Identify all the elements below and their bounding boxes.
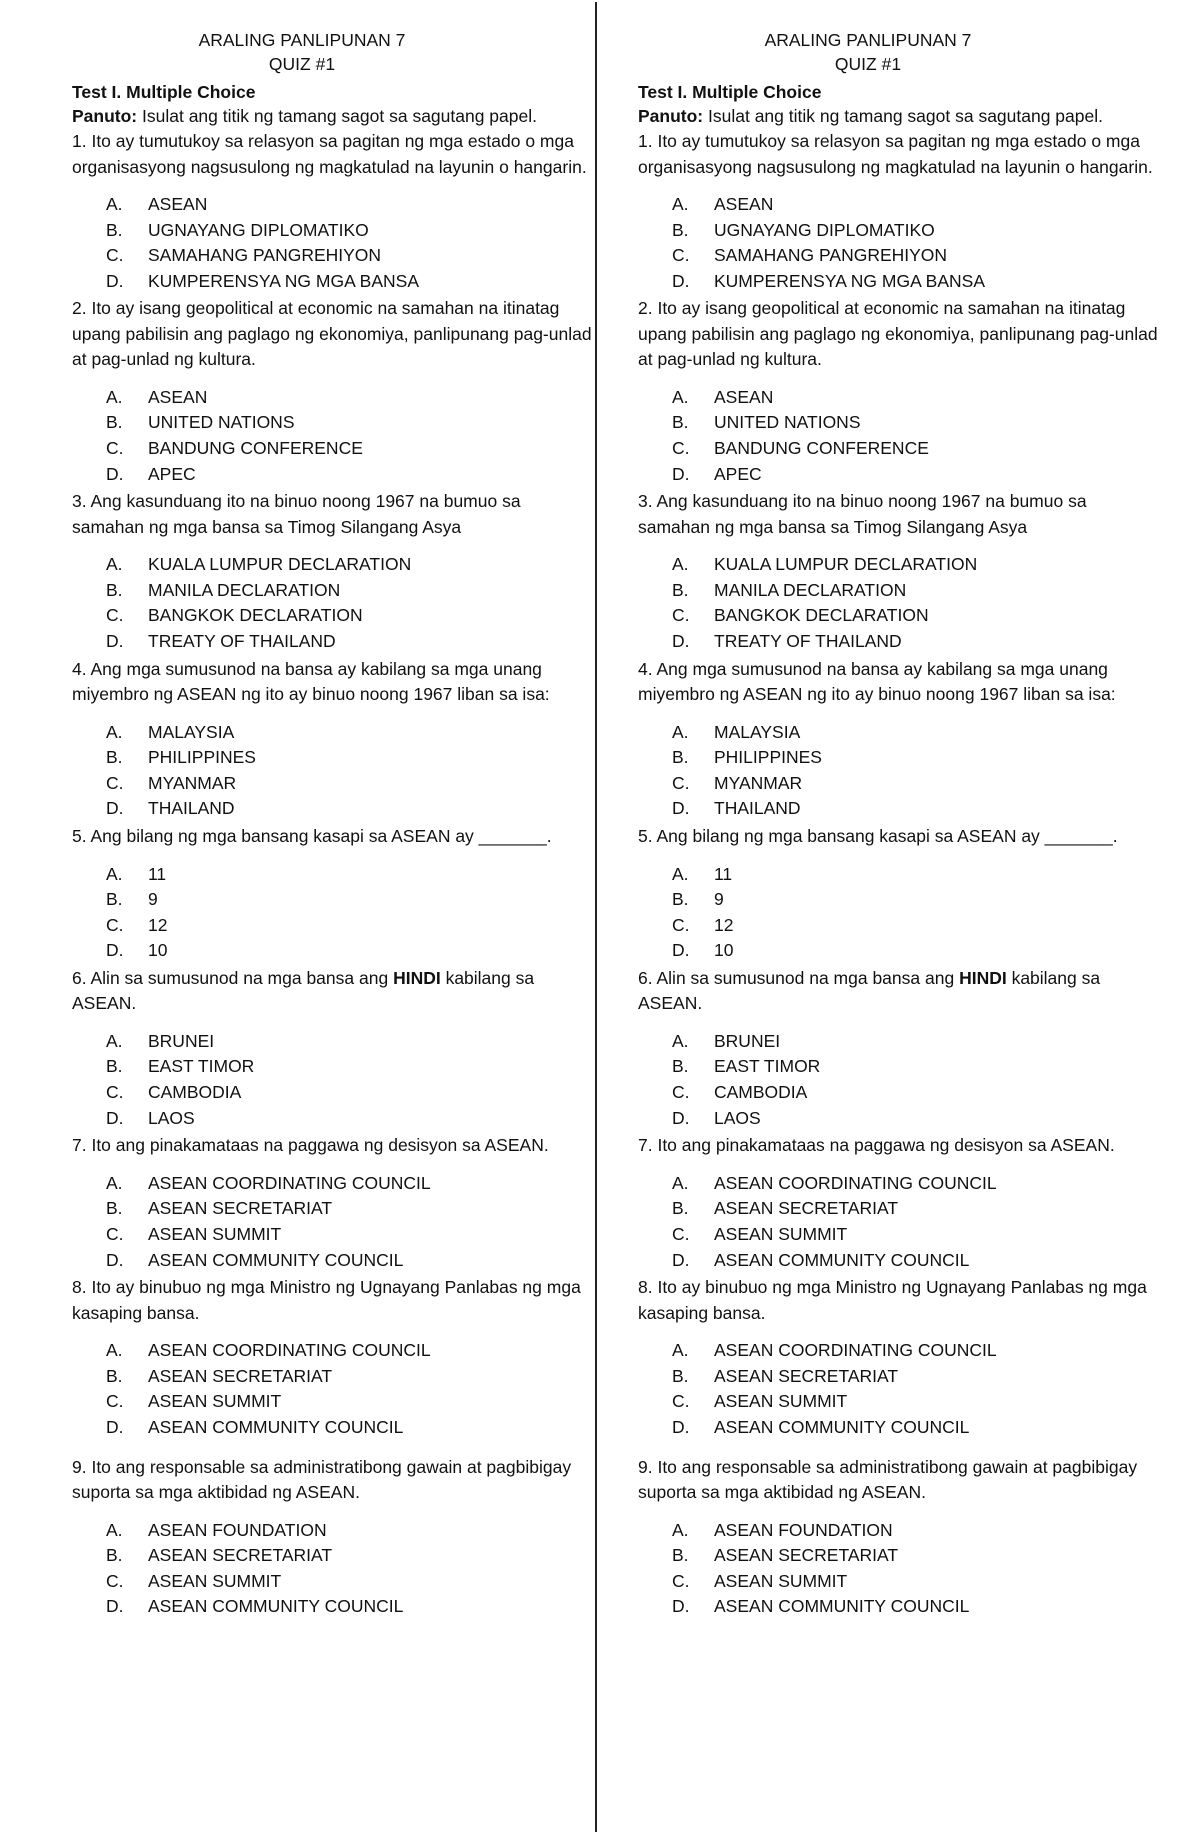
question-text: 3. Ang kasunduang ito na binuo noong 1967 na bumuo sa samahan ng mga bansa sa Timog Silangang Asya bbox=[638, 491, 1087, 537]
choice-letter: C. bbox=[672, 914, 690, 935]
choice-text: SAMAHANG PANGREHIYON bbox=[148, 245, 382, 266]
choice-letter: C. bbox=[672, 245, 690, 266]
spacer bbox=[638, 1443, 1158, 1455]
question-2 bbox=[638, 296, 1158, 487]
question-7 bbox=[72, 1133, 592, 1273]
choice-text: MANILA DECLARATION bbox=[148, 579, 341, 600]
choice-item bbox=[72, 938, 592, 964]
choice-item bbox=[638, 1029, 1158, 1055]
choice-letter: A. bbox=[106, 1172, 123, 1193]
choice-text: PHILIPPINES bbox=[148, 747, 256, 768]
choice-text: ASEAN COMMUNITY COUNCIL bbox=[148, 1416, 404, 1437]
choice-text: 11 bbox=[714, 863, 733, 884]
choice-letter: A. bbox=[106, 194, 123, 214]
choice-text: ASEAN SECRETARIAT bbox=[714, 1365, 899, 1386]
instructions bbox=[638, 104, 1158, 129]
choice-item bbox=[638, 1054, 1158, 1080]
choice-item bbox=[72, 578, 592, 604]
question-text: 4. Ang mga sumusunod na bansa ay kabilang sa mga unang miyembro ng ASEAN ng ito ay binuo noong 1967 liban sa isa: bbox=[638, 658, 1116, 705]
choice-item bbox=[638, 629, 1158, 655]
choice-item bbox=[638, 552, 1158, 578]
choice-item bbox=[72, 1106, 592, 1132]
choice-letter: B. bbox=[106, 412, 123, 433]
choice-item bbox=[72, 436, 592, 462]
choice-letter: B. bbox=[106, 219, 123, 240]
choice-text: KUALA LUMPUR DECLARATION bbox=[714, 554, 978, 575]
choice-item bbox=[638, 1364, 1158, 1390]
choice-text: 9 bbox=[714, 889, 724, 910]
choice-item bbox=[638, 269, 1158, 295]
choice-item bbox=[638, 1389, 1158, 1415]
choice-letter: A. bbox=[106, 863, 123, 884]
choice-item bbox=[72, 1364, 592, 1390]
choice-text: LAOS bbox=[714, 1107, 761, 1128]
choice-list bbox=[638, 1518, 1158, 1620]
test-title: Test I. Multiple Choice bbox=[638, 82, 822, 102]
choice-text: 11 bbox=[148, 863, 167, 884]
choice-item bbox=[72, 1196, 592, 1222]
choice-item bbox=[638, 796, 1158, 822]
test-title: Test I. Multiple Choice bbox=[72, 82, 256, 102]
question-6 bbox=[72, 966, 592, 1131]
choice-letter: C. bbox=[672, 1082, 690, 1103]
choice-item bbox=[638, 1196, 1158, 1222]
choice-list bbox=[638, 1171, 1158, 1273]
choice-item bbox=[638, 578, 1158, 604]
quiz-header bbox=[72, 0, 532, 76]
choice-list bbox=[72, 1518, 592, 1620]
choice-text: CAMBODIA bbox=[714, 1082, 808, 1103]
choice-text: CAMBODIA bbox=[148, 1082, 242, 1103]
question-7 bbox=[638, 1133, 1158, 1273]
choice-item bbox=[72, 1248, 592, 1274]
choice-letter: B. bbox=[672, 579, 689, 600]
choice-item bbox=[72, 1029, 592, 1055]
choice-item bbox=[72, 410, 592, 436]
choice-letter: B. bbox=[106, 579, 123, 600]
choice-letter: B. bbox=[106, 1198, 123, 1219]
choice-item bbox=[72, 1518, 592, 1544]
choice-letter: D. bbox=[672, 798, 690, 819]
choice-text: UNITED NATIONS bbox=[714, 412, 861, 433]
choice-letter: A. bbox=[672, 863, 689, 884]
choice-text: PHILIPPINES bbox=[714, 747, 822, 768]
choice-item bbox=[638, 1106, 1158, 1132]
choice-letter: C. bbox=[106, 914, 124, 935]
choice-item bbox=[72, 1171, 592, 1197]
choice-text: MYANMAR bbox=[714, 772, 803, 793]
question-4 bbox=[72, 657, 592, 822]
instructions bbox=[72, 104, 592, 129]
instruction-label: Panuto: bbox=[72, 106, 138, 126]
spacer bbox=[72, 1443, 592, 1455]
choice-text: BANDUNG CONFERENCE bbox=[714, 438, 929, 459]
choice-item bbox=[72, 1054, 592, 1080]
question-8 bbox=[72, 1275, 592, 1440]
choice-list bbox=[72, 552, 592, 654]
choice-letter: B. bbox=[672, 1056, 689, 1077]
choice-item bbox=[638, 462, 1158, 488]
choice-letter: A. bbox=[672, 1340, 689, 1361]
choice-item bbox=[638, 745, 1158, 771]
choice-letter: A. bbox=[106, 721, 123, 742]
choice-item bbox=[638, 1248, 1158, 1274]
choice-item bbox=[638, 938, 1158, 964]
choice-list bbox=[72, 1171, 592, 1273]
question-text: 3. Ang kasunduang ito na binuo noong 1967 na bumuo sa samahan ng mga bansa sa Timog Silangang Asya bbox=[72, 491, 521, 537]
choice-text: ASEAN SUMMIT bbox=[148, 1570, 282, 1591]
choice-item bbox=[72, 1543, 592, 1569]
choice-letter: C. bbox=[106, 1570, 124, 1591]
choice-letter: B. bbox=[672, 1198, 689, 1219]
choice-text: 12 bbox=[714, 914, 734, 935]
choice-text: UGNAYANG DIPLOMATIKO bbox=[148, 219, 369, 240]
choice-text: BANGKOK DECLARATION bbox=[714, 605, 929, 626]
choice-item bbox=[72, 269, 592, 295]
choice-item bbox=[72, 887, 592, 913]
choice-letter: B. bbox=[106, 1545, 123, 1566]
choice-text: UGNAYANG DIPLOMATIKO bbox=[714, 219, 935, 240]
choice-item bbox=[638, 385, 1158, 411]
choice-letter: D. bbox=[672, 1596, 690, 1617]
choice-text: ASEAN FOUNDATION bbox=[714, 1519, 893, 1540]
choice-letter: D. bbox=[106, 1416, 124, 1437]
question-text-end: kabilang sa ASEAN. bbox=[638, 967, 1101, 1014]
choice-text: EAST TIMOR bbox=[148, 1056, 255, 1077]
choice-text: ASEAN COORDINATING COUNCIL bbox=[148, 1172, 431, 1193]
question-text bbox=[638, 966, 1158, 1017]
choice-list bbox=[638, 1338, 1158, 1440]
question-9 bbox=[72, 1455, 592, 1620]
choice-item bbox=[72, 1080, 592, 1106]
question-1 bbox=[638, 129, 1158, 294]
choice-text: 12 bbox=[148, 914, 168, 935]
subject-title: ARALING PANLIPUNAN 7 bbox=[764, 30, 972, 50]
quiz-header bbox=[638, 0, 1098, 76]
choice-item bbox=[638, 1171, 1158, 1197]
choice-text: MYANMAR bbox=[148, 772, 237, 793]
choice-list bbox=[72, 1029, 592, 1131]
choice-text: THAILAND bbox=[714, 798, 801, 819]
choice-item bbox=[638, 192, 1158, 218]
choice-text: EAST TIMOR bbox=[714, 1056, 821, 1077]
question-5 bbox=[638, 824, 1158, 964]
choice-letter: A. bbox=[672, 194, 689, 214]
choice-text: LAOS bbox=[148, 1107, 195, 1128]
choice-item bbox=[72, 720, 592, 746]
choice-item bbox=[72, 1594, 592, 1620]
choice-item bbox=[638, 410, 1158, 436]
question-text: 8. Ito ay binubuo ng mga Ministro ng Ugnayang Panlabas ng mga kasaping bansa. bbox=[72, 1277, 581, 1323]
choice-text: TREATY OF THAILAND bbox=[714, 631, 902, 652]
choice-text: APEC bbox=[148, 463, 196, 484]
question-6 bbox=[638, 966, 1158, 1131]
question-text: 1. Ito ay tumutukoy sa relasyon sa pagitan ng mga estado o mga organisasyong nagsusulong ng magkatulad na layunin o hangarin. bbox=[72, 131, 587, 177]
choice-item bbox=[72, 552, 592, 578]
question-text: 5. Ang bilang ng mga bansang kasapi sa ASEAN ay _______. bbox=[638, 826, 1118, 846]
choice-letter: C. bbox=[672, 772, 690, 793]
choice-text: ASEAN FOUNDATION bbox=[148, 1519, 327, 1540]
choice-letter: A. bbox=[106, 386, 123, 407]
choice-text: ASEAN COMMUNITY COUNCIL bbox=[714, 1596, 970, 1617]
choice-letter: B. bbox=[106, 1365, 123, 1386]
choice-text: UNITED NATIONS bbox=[148, 412, 295, 433]
choice-item bbox=[638, 1080, 1158, 1106]
choice-letter: A. bbox=[106, 1519, 123, 1540]
question-5 bbox=[72, 824, 592, 964]
choice-letter: D. bbox=[106, 270, 124, 291]
choice-item bbox=[638, 913, 1158, 939]
choice-item bbox=[72, 862, 592, 888]
choice-text: 10 bbox=[714, 940, 734, 961]
column-divider bbox=[595, 2, 597, 1832]
choice-item bbox=[638, 218, 1158, 244]
choice-text: ASEAN COORDINATING COUNCIL bbox=[148, 1340, 431, 1361]
choice-item bbox=[638, 1594, 1158, 1620]
choice-letter: D. bbox=[106, 631, 124, 652]
choice-letter: D. bbox=[672, 270, 690, 291]
question-text: 5. Ang bilang ng mga bansang kasapi sa ASEAN ay _______. bbox=[72, 826, 552, 846]
choice-item bbox=[72, 1222, 592, 1248]
choice-item bbox=[638, 887, 1158, 913]
choice-letter: C. bbox=[106, 605, 124, 626]
choice-item bbox=[638, 1518, 1158, 1544]
question-text: 2. Ito ay isang geopolitical at economic na samahan na itinatag upang pabilisin ang paglago ng ekonomiya, panlipunang pag-unlad at pag-unlad ng kultura. bbox=[638, 298, 1158, 370]
choice-text: TREATY OF THAILAND bbox=[148, 631, 336, 652]
choice-text: ASEAN SECRETARIAT bbox=[714, 1545, 899, 1566]
choice-letter: C. bbox=[106, 772, 124, 793]
choice-letter: D. bbox=[672, 1249, 690, 1270]
choice-text: ASEAN SECRETARIAT bbox=[148, 1365, 333, 1386]
question-2 bbox=[72, 296, 592, 487]
emphasis-hindi: HINDI bbox=[393, 967, 441, 988]
choice-list bbox=[638, 552, 1158, 654]
quiz-title: QUIZ #1 bbox=[268, 54, 336, 74]
choice-item bbox=[72, 745, 592, 771]
question-text: 1. Ito ay tumutukoy sa relasyon sa pagitan ng mga estado o mga organisasyong nagsusulong ng magkatulad na layunin o hangarin. bbox=[638, 131, 1153, 177]
choice-letter: A. bbox=[106, 1340, 123, 1361]
choice-letter: C. bbox=[106, 1082, 124, 1103]
choice-list bbox=[72, 385, 592, 487]
choice-letter: D. bbox=[106, 1249, 124, 1270]
choice-item bbox=[638, 436, 1158, 462]
quiz-copy-left bbox=[72, 0, 592, 1835]
choice-text: KUMPERENSYA NG MGA BANSA bbox=[714, 270, 985, 291]
choice-letter: C. bbox=[106, 1391, 124, 1412]
question-1 bbox=[72, 129, 592, 294]
choice-text: ASEAN SUMMIT bbox=[148, 1391, 282, 1412]
question-3 bbox=[638, 489, 1158, 654]
choice-text: ASEAN COORDINATING COUNCIL bbox=[714, 1172, 997, 1193]
choice-text: APEC bbox=[714, 463, 762, 484]
instruction-text: Isulat ang titik ng tamang sagot sa sagutang papel. bbox=[137, 106, 537, 126]
choice-letter: D. bbox=[106, 798, 124, 819]
question-text bbox=[72, 966, 592, 1017]
choice-letter: D. bbox=[106, 1596, 124, 1617]
quiz-title: QUIZ #1 bbox=[834, 54, 902, 74]
choice-item bbox=[72, 913, 592, 939]
question-text: 9. Ito ang responsable sa administratibong gawain at pagbibigay suporta sa mga aktibidad ng ASEAN. bbox=[638, 1456, 1138, 1502]
choice-text: ASEAN COMMUNITY COUNCIL bbox=[714, 1416, 970, 1437]
choice-item bbox=[72, 243, 592, 269]
choice-item bbox=[72, 462, 592, 488]
choice-letter: D. bbox=[672, 463, 690, 484]
choice-letter: C. bbox=[672, 605, 690, 626]
choice-text: BRUNEI bbox=[148, 1030, 215, 1051]
choice-list bbox=[638, 720, 1158, 822]
choice-letter: A. bbox=[106, 554, 123, 575]
choice-list bbox=[72, 862, 592, 964]
choice-letter: A. bbox=[672, 721, 689, 742]
subject-title: ARALING PANLIPUNAN 7 bbox=[198, 30, 406, 50]
choice-letter: A. bbox=[672, 386, 689, 407]
instruction-text: Isulat ang titik ng tamang sagot sa sagutang papel. bbox=[703, 106, 1103, 126]
choice-letter: B. bbox=[106, 1056, 123, 1077]
choice-item bbox=[72, 1389, 592, 1415]
choice-text: ASEAN SECRETARIAT bbox=[148, 1545, 333, 1566]
choice-text: ASEAN COMMUNITY COUNCIL bbox=[148, 1596, 404, 1617]
choice-letter: C. bbox=[106, 1223, 124, 1244]
choice-text: THAILAND bbox=[148, 798, 235, 819]
choice-letter: B. bbox=[672, 1545, 689, 1566]
choice-letter: C. bbox=[106, 438, 124, 459]
choice-item bbox=[638, 720, 1158, 746]
choice-letter: D. bbox=[672, 940, 690, 961]
question-8 bbox=[638, 1275, 1158, 1440]
choice-text: MANILA DECLARATION bbox=[714, 579, 907, 600]
choice-item bbox=[638, 771, 1158, 797]
choice-letter: B. bbox=[106, 747, 123, 768]
choice-item bbox=[72, 771, 592, 797]
choice-text: 10 bbox=[148, 940, 168, 961]
choice-item bbox=[638, 862, 1158, 888]
choice-list bbox=[638, 385, 1158, 487]
choice-text: KUMPERENSYA NG MGA BANSA bbox=[148, 270, 419, 291]
question-text: 9. Ito ang responsable sa administratibong gawain at pagbibigay suporta sa mga aktibidad ng ASEAN. bbox=[72, 1456, 572, 1502]
choice-text: ASEAN bbox=[148, 386, 208, 407]
choice-item bbox=[638, 243, 1158, 269]
choice-text: SAMAHANG PANGREHIYON bbox=[714, 245, 948, 266]
choice-item bbox=[638, 603, 1158, 629]
choice-list bbox=[72, 192, 592, 294]
choice-text: ASEAN COORDINATING COUNCIL bbox=[714, 1340, 997, 1361]
choice-letter: C. bbox=[672, 1223, 690, 1244]
choice-letter: A. bbox=[672, 1519, 689, 1540]
choice-item bbox=[72, 192, 592, 218]
choice-item bbox=[72, 1415, 592, 1441]
emphasis-hindi: HINDI bbox=[959, 967, 1007, 988]
question-9 bbox=[638, 1455, 1158, 1620]
choice-letter: A. bbox=[672, 1172, 689, 1193]
choice-letter: A. bbox=[672, 554, 689, 575]
choice-item bbox=[638, 1415, 1158, 1441]
question-3 bbox=[72, 489, 592, 654]
choice-letter: A. bbox=[672, 1030, 689, 1051]
choice-text: ASEAN COMMUNITY COUNCIL bbox=[148, 1249, 404, 1270]
choice-list bbox=[72, 1338, 592, 1440]
question-text: 7. Ito ang pinakamataas na paggawa ng desisyon sa ASEAN. bbox=[638, 1135, 1115, 1156]
choice-text: ASEAN SECRETARIAT bbox=[148, 1198, 333, 1219]
choice-letter: D. bbox=[106, 463, 124, 484]
choice-list bbox=[638, 1029, 1158, 1131]
question-text: 7. Ito ang pinakamataas na paggawa ng desisyon sa ASEAN. bbox=[72, 1135, 549, 1156]
choice-letter: B. bbox=[672, 747, 689, 768]
choice-item bbox=[72, 1338, 592, 1364]
quiz-copy-right bbox=[638, 0, 1158, 1835]
choice-letter: B. bbox=[672, 889, 689, 910]
choice-item bbox=[638, 1338, 1158, 1364]
choice-text: MALAYSIA bbox=[714, 721, 801, 742]
question-text-end: kabilang sa ASEAN. bbox=[72, 967, 535, 1014]
choice-letter: B. bbox=[106, 889, 123, 910]
question-text-start: 6. Alin sa sumusunod na mga bansa ang bbox=[72, 967, 394, 988]
choice-text: ASEAN bbox=[714, 194, 774, 214]
choice-letter: D. bbox=[106, 940, 124, 961]
instruction-label: Panuto: bbox=[638, 106, 704, 126]
choice-letter: C. bbox=[106, 245, 124, 266]
choice-list bbox=[638, 862, 1158, 964]
choice-text: 9 bbox=[148, 889, 158, 910]
choice-list bbox=[638, 192, 1158, 294]
choice-item bbox=[72, 1569, 592, 1595]
choice-letter: D. bbox=[672, 631, 690, 652]
choice-text: ASEAN COMMUNITY COUNCIL bbox=[714, 1249, 970, 1270]
choice-letter: B. bbox=[672, 1365, 689, 1386]
choice-item bbox=[638, 1222, 1158, 1248]
choice-letter: D. bbox=[106, 1107, 124, 1128]
choice-text: ASEAN SUMMIT bbox=[714, 1223, 848, 1244]
choice-text: ASEAN SUMMIT bbox=[714, 1570, 848, 1591]
choice-item bbox=[72, 796, 592, 822]
choice-item bbox=[638, 1543, 1158, 1569]
question-text: 8. Ito ay binubuo ng mga Ministro ng Ugnayang Panlabas ng mga kasaping bansa. bbox=[638, 1277, 1147, 1323]
choice-item bbox=[72, 385, 592, 411]
choice-letter: B. bbox=[672, 219, 689, 240]
choice-text: BANGKOK DECLARATION bbox=[148, 605, 363, 626]
choice-letter: B. bbox=[672, 412, 689, 433]
choice-text: BANDUNG CONFERENCE bbox=[148, 438, 363, 459]
choice-text: ASEAN bbox=[714, 386, 774, 407]
choice-text: MALAYSIA bbox=[148, 721, 235, 742]
choice-text: ASEAN bbox=[148, 194, 208, 214]
choice-text: KUALA LUMPUR DECLARATION bbox=[148, 554, 412, 575]
choice-letter: C. bbox=[672, 1570, 690, 1591]
question-text: 4. Ang mga sumusunod na bansa ay kabilang sa mga unang miyembro ng ASEAN ng ito ay binuo noong 1967 liban sa isa: bbox=[72, 658, 550, 705]
choice-item bbox=[72, 218, 592, 244]
choice-letter: A. bbox=[106, 1030, 123, 1051]
choice-letter: C. bbox=[672, 1391, 690, 1412]
choice-letter: D. bbox=[672, 1107, 690, 1128]
question-text-start: 6. Alin sa sumusunod na mga bansa ang bbox=[638, 967, 960, 988]
choice-item bbox=[72, 603, 592, 629]
choice-item bbox=[72, 629, 592, 655]
question-text: 2. Ito ay isang geopolitical at economic na samahan na itinatag upang pabilisin ang paglago ng ekonomiya, panlipunang pag-unlad at pag-unlad ng kultura. bbox=[72, 298, 592, 370]
choice-letter: C. bbox=[672, 438, 690, 459]
choice-item bbox=[638, 1569, 1158, 1595]
question-4 bbox=[638, 657, 1158, 822]
choice-text: BRUNEI bbox=[714, 1030, 781, 1051]
choice-text: ASEAN SUMMIT bbox=[714, 1391, 848, 1412]
choice-list bbox=[72, 720, 592, 822]
choice-text: ASEAN SECRETARIAT bbox=[714, 1198, 899, 1219]
choice-letter: D. bbox=[672, 1416, 690, 1437]
choice-text: ASEAN SUMMIT bbox=[148, 1223, 282, 1244]
